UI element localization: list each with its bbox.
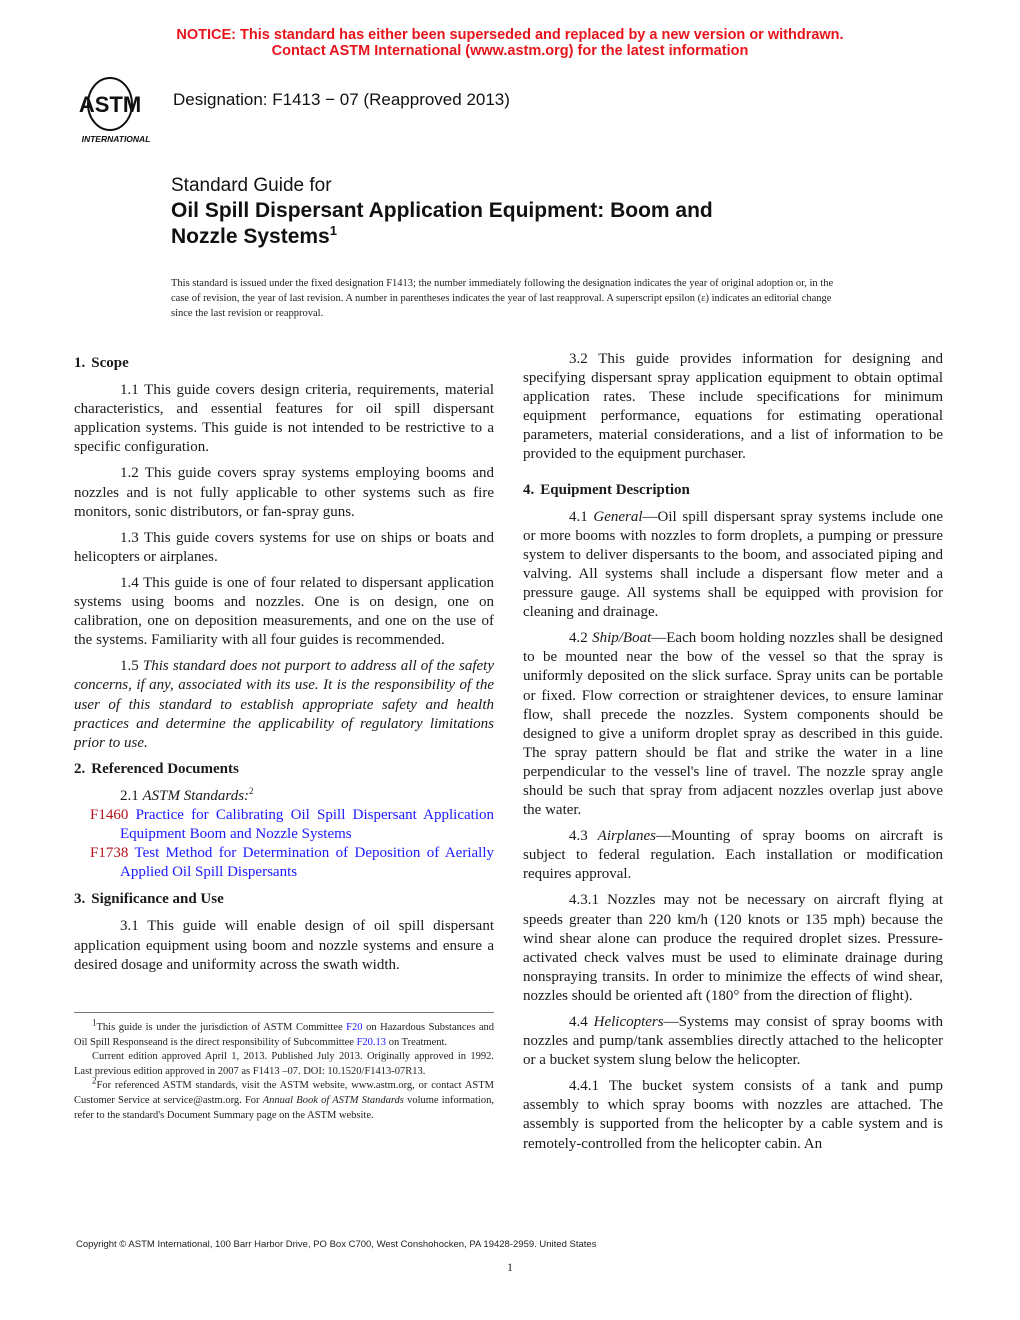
- section-2-title: Referenced Documents: [91, 760, 239, 777]
- para-1-2: 1.2 This guide covers spray systems employing booms and nozzles and is not fully applicable to other systems such as fire monitors, sonic distributors, or fan-spray guns.: [74, 465, 494, 520]
- astm-international-logo-icon: [70, 76, 162, 146]
- para-4-2-text: —Each boom holding nozzles shall be designed to be mounted near the bow of the vessel so that the spray is uniformly deposited on the slick surface. Spray units can be portable or fixed. Flow correction or straightener devices, to ensure laminar flow, shall precede the nozzles. System components should be designed to give a uniform droplet spray as described in this guide. The spray pattern should be flat and strike the water in a line perpendicular to the vessel's line of travel. The nozzle spray angle should be such that spray from adjacent nozzles overlap just above the water.: [523, 630, 943, 819]
- para-4-4-number: 4.4: [569, 1014, 588, 1030]
- footnote-1: [74, 1017, 495, 1050]
- title-line-1: Standard Guide for: [171, 175, 332, 196]
- para-4-1-text: —Oil spill dispersant spray systems include one or more booms with nozzles to form droplets, a pumping or pressure system to deliver dispersants to the boom, and associated piping and valving. All systems shall include a dispersant flow meter and a pressure gauge. All systems shall be equipped with provision for cleaning and drainage.: [523, 508, 943, 621]
- para-4-1-number: 4.1: [569, 508, 588, 525]
- footnote-1-text-b: on Hazardous Substances and Oil Spill Responseand is the direct responsibility of Subcommittee: [74, 1022, 495, 1048]
- para-2-1-number: 2.1: [120, 787, 139, 804]
- reference-title-link[interactable]: Test Method for Determination of Deposition of Aerially Applied Oil Spill Dispersants: [120, 845, 494, 881]
- section-2-heading: [74, 760, 494, 779]
- svg-text:INTERNATIONAL: INTERNATIONAL: [81, 134, 151, 144]
- para-3-1: 3.1 This guide will enable design of oil spill dispersant application equipment using boom and nozzle systems and ensure a desired dosage and uniformity across the swath width.: [74, 918, 494, 973]
- para-4-4-term: Helicopters: [593, 1014, 664, 1030]
- reference-code[interactable]: F1460: [90, 806, 129, 823]
- para-4-3-text: —Mounting of spray booms on aircraft is subject to federal regulation. Each installation or modification requires approval.: [523, 828, 943, 883]
- para-4-1: [523, 508, 943, 623]
- section-3-title: Significance and Use: [91, 891, 224, 908]
- para-4-2-term: Ship/Boat: [592, 630, 652, 647]
- para-1-5: [74, 657, 494, 752]
- footnote-1-text-a: This guide is under the jurisdiction of ASTM Committee: [96, 1022, 347, 1033]
- section-1-title: Scope: [91, 355, 129, 371]
- designation: Designation: F1413 − 07 (Reapproved 2013): [173, 90, 510, 109]
- title-line-2: Oil Spill Dispersant Application Equipment: Boom and: [171, 199, 713, 222]
- section-2-number: 2.: [74, 760, 86, 777]
- committee-f20-link[interactable]: F20: [346, 1022, 363, 1033]
- section-1-heading: [74, 354, 494, 373]
- para-4-2: [523, 629, 943, 820]
- para-4-4: [523, 1013, 943, 1070]
- section-4-title: Equipment Description: [540, 481, 690, 498]
- reference-code[interactable]: F1738: [90, 845, 129, 862]
- footnote-2-italic: Annual Book of ASTM Standards: [262, 1094, 404, 1106]
- footnote-2-mark[interactable]: 2: [249, 785, 254, 796]
- para-2-1: [74, 787, 494, 806]
- right-column: [523, 350, 943, 1161]
- footnote-2-text-b: volume information, refer to the standard's Document Summary page on the ASTM website.: [74, 1094, 494, 1121]
- para-4-3-number: 4.3: [569, 828, 588, 845]
- para-1-4: 1.4 This guide is one of four related to dispersant application systems using booms and nozzles. One is on design, one on calibration, one on deposition measurements, and one on the use of the systems. Familiarity with all four guides is recommended.: [74, 574, 494, 649]
- footnotes: [74, 1012, 494, 1123]
- para-4-4-text: —Systems may consist of spray booms with nozzles and pump/tank assemblies directly attached to the helicopter or a bucket system slung below the helicopter.: [523, 1014, 943, 1069]
- para-4-3-1: 4.3.1 Nozzles may not be necessary on aircraft flying at speeds greater than 220 km/h (120 knots or 135 mph) because the wind shear alone can produce the required droplet sizes. Pressure-activated check valves must be used to eliminate drainage during nonspraying transits. In order to minimize the effects of wind shear, nozzles should be oriented aft (180° from the direction of flight).: [523, 892, 943, 1004]
- para-4-2-number: 4.2: [569, 630, 588, 647]
- left-column: [74, 350, 494, 982]
- section-3-heading: [74, 890, 494, 909]
- svg-text:ASTM: ASTM: [78, 92, 142, 117]
- document-title: [171, 174, 713, 250]
- subcommittee-f20-13-link[interactable]: F20.13: [356, 1036, 387, 1048]
- notice-line-2: Contact ASTM International (www.astm.org) for the latest information: [271, 43, 749, 59]
- footnote-2-text-a: For referenced ASTM standards, visit the ASTM website, www.astm.org, or contact ASTM Customer Service at service@astm.org. For: [74, 1080, 494, 1106]
- para-1-5-text: This standard does not purport to address all of the safety concerns, if any, associated with its use. It is the responsibility of the user of this standard to establish appropriate safety and health practices and determine the applicability of regulatory limitations prior to use.: [74, 658, 495, 751]
- para-1-5-number: 1.5: [120, 658, 139, 675]
- section-3-number: 3.: [74, 891, 86, 908]
- reference-f1460[interactable]: [74, 806, 494, 844]
- para-4-3: [523, 827, 943, 884]
- footnote-2-mark-bottom: 2: [92, 1075, 97, 1086]
- footnote-1-mark: 1: [92, 1017, 97, 1028]
- para-1-3: 1.3 This guide covers systems for use on ships or boats and helicopters or airplanes.: [74, 529, 494, 565]
- copyright: Copyright © ASTM International, 100 Barr Harbor Drive, PO Box C700, West Conshohocken, PA 19428-2959. United States: [76, 1239, 597, 1250]
- title-line-3-text: Nozzle Systems: [171, 225, 330, 248]
- footnote-2: [74, 1075, 494, 1123]
- para-2-1-text: ASTM Standards:: [142, 787, 250, 804]
- reference-f1738[interactable]: [74, 844, 494, 882]
- withdrawn-notice: [0, 27, 1020, 59]
- issuance-statement: This standard is issued under the fixed designation F1413; the number immediately following the designation indicates the year of original adoption or, in the case of revision, the year of last revision. A number in parentheses indicates the year of last reapproval. A superscript epsilon (ε) indicates an editorial change since the last revision or reapproval.: [171, 278, 834, 319]
- astm-logo: [70, 76, 162, 146]
- title-line-3: [171, 224, 713, 250]
- para-4-3-term: Airplanes: [597, 828, 657, 845]
- section-4-number: 4.: [523, 481, 535, 498]
- edition-note: Current edition approved April 1, 2013. Published July 2013. Originally approved in 1992. Last previous edition approved in 2007 as F1413 –07. DOI: 10.1520/F1413-07R13.: [74, 1051, 494, 1077]
- section-4-heading: [523, 481, 943, 500]
- title-footnote-mark[interactable]: 1: [329, 223, 337, 238]
- para-4-1-term: General: [593, 508, 643, 525]
- section-1-number: 1.: [74, 355, 86, 371]
- footnote-1-text-c: on Treatment.: [386, 1036, 448, 1048]
- para-1-1: 1.1 This guide covers design criteria, requirements, material characteristics, and essential features for oil spill dispersant application systems. This guide is not intended to be restrictive to a specific configuration.: [74, 382, 494, 456]
- reference-title-link[interactable]: Practice for Calibrating Oil Spill Dispersant Application Equipment Boom and Nozzle Systems: [120, 806, 495, 843]
- page-number: 1: [507, 1260, 513, 1274]
- para-3-2: 3.2 This guide provides information for designing and specifying dispersant spray application equipment to obtain optimal application rates. These include specifications for minimum equipment performance, equations for estimating operational parameters, material considerations, and a list of information to be provided to the equipment purchaser.: [523, 351, 943, 463]
- para-4-4-1: 4.4.1 The bucket system consists of a tank and pump assembly to which spray booms with nozzles are attached. The assembly is supported from the helicopter by a cable system and is remotely-controlled from the helicopter cabin. An: [523, 1078, 943, 1152]
- notice-line-1: NOTICE: This standard has either been superseded and replaced by a new version or withdrawn.: [176, 27, 844, 43]
